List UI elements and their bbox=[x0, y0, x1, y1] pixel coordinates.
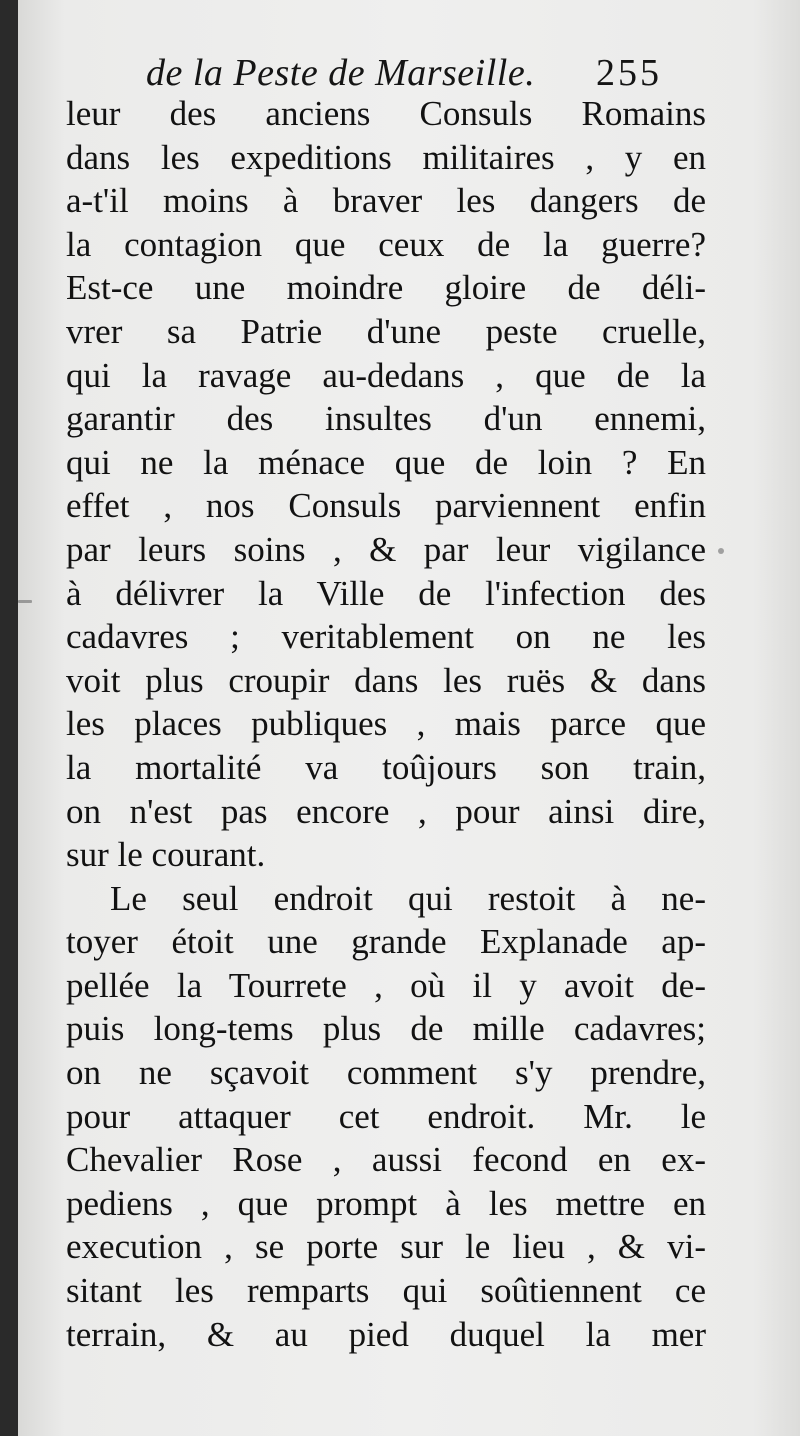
text-line: terrain, & au pied duquel la mer bbox=[66, 1314, 706, 1354]
text-line: pour attaquer cet endroit. Mr. le bbox=[66, 1096, 706, 1136]
ink-speck bbox=[18, 600, 32, 603]
text-line: Chevalier Rose , aussi fecond en ex- bbox=[66, 1140, 706, 1180]
text-line: à délivrer la Ville de l'infection des bbox=[66, 573, 706, 613]
text-line: voit plus croupir dans les ruës & dans bbox=[66, 660, 706, 700]
text-line: vrer sa Patrie d'une peste cruelle, bbox=[66, 311, 706, 351]
text-line: qui ne la ménace que de loin ? En bbox=[66, 442, 706, 482]
ink-speck bbox=[718, 548, 724, 554]
running-head: de la Peste de Marseille. bbox=[146, 52, 536, 94]
text-line: pellée la Tourrete , où il y avoit de- bbox=[66, 965, 706, 1005]
text-line: Le seul endroit qui restoit à ne- bbox=[110, 878, 706, 918]
text-line: dans les expeditions militaires , y en bbox=[66, 137, 706, 177]
text-line: Est-ce une moindre gloire de déli- bbox=[66, 268, 706, 308]
text-line: sur le courant. bbox=[66, 835, 266, 875]
text-line: la mortalité va toûjours son train, bbox=[66, 747, 706, 787]
text-line: toyer étoit une grande Explanade ap- bbox=[66, 922, 706, 962]
text-line: a-t'il moins à braver les dangers de bbox=[66, 181, 706, 221]
text-line: leur des anciens Consuls Romains bbox=[66, 94, 706, 133]
text-line: effet , nos Consuls parviennent enfin bbox=[66, 486, 706, 526]
page-number: 255 bbox=[596, 52, 662, 94]
text-line: sitant les remparts qui soûtiennent ce bbox=[66, 1271, 706, 1311]
text-line: execution , se porte sur le lieu , & vi- bbox=[66, 1227, 706, 1267]
text-line: puis long-tems plus de mille cadavres; bbox=[66, 1009, 706, 1049]
text-line: cadavres ; veritablement on ne les bbox=[66, 617, 706, 657]
book-page bbox=[18, 0, 800, 1436]
text-line: on ne sçavoit comment s'y prendre, bbox=[66, 1053, 706, 1093]
text-line: on n'est pas encore , pour ainsi dire, bbox=[66, 791, 706, 831]
text-line: pediens , que prompt à les mettre en bbox=[66, 1183, 706, 1223]
text-line: par leurs soins , & par leur vigilance bbox=[66, 529, 706, 569]
text-line: garantir des insultes d'un ennemi, bbox=[66, 399, 706, 439]
text-line: les places publiques , mais parce que bbox=[66, 704, 706, 744]
text-line: la contagion que ceux de la guerre? bbox=[66, 224, 706, 264]
text-line: qui la ravage au-dedans , que de la bbox=[66, 355, 706, 395]
body-text bbox=[66, 92, 706, 1356]
